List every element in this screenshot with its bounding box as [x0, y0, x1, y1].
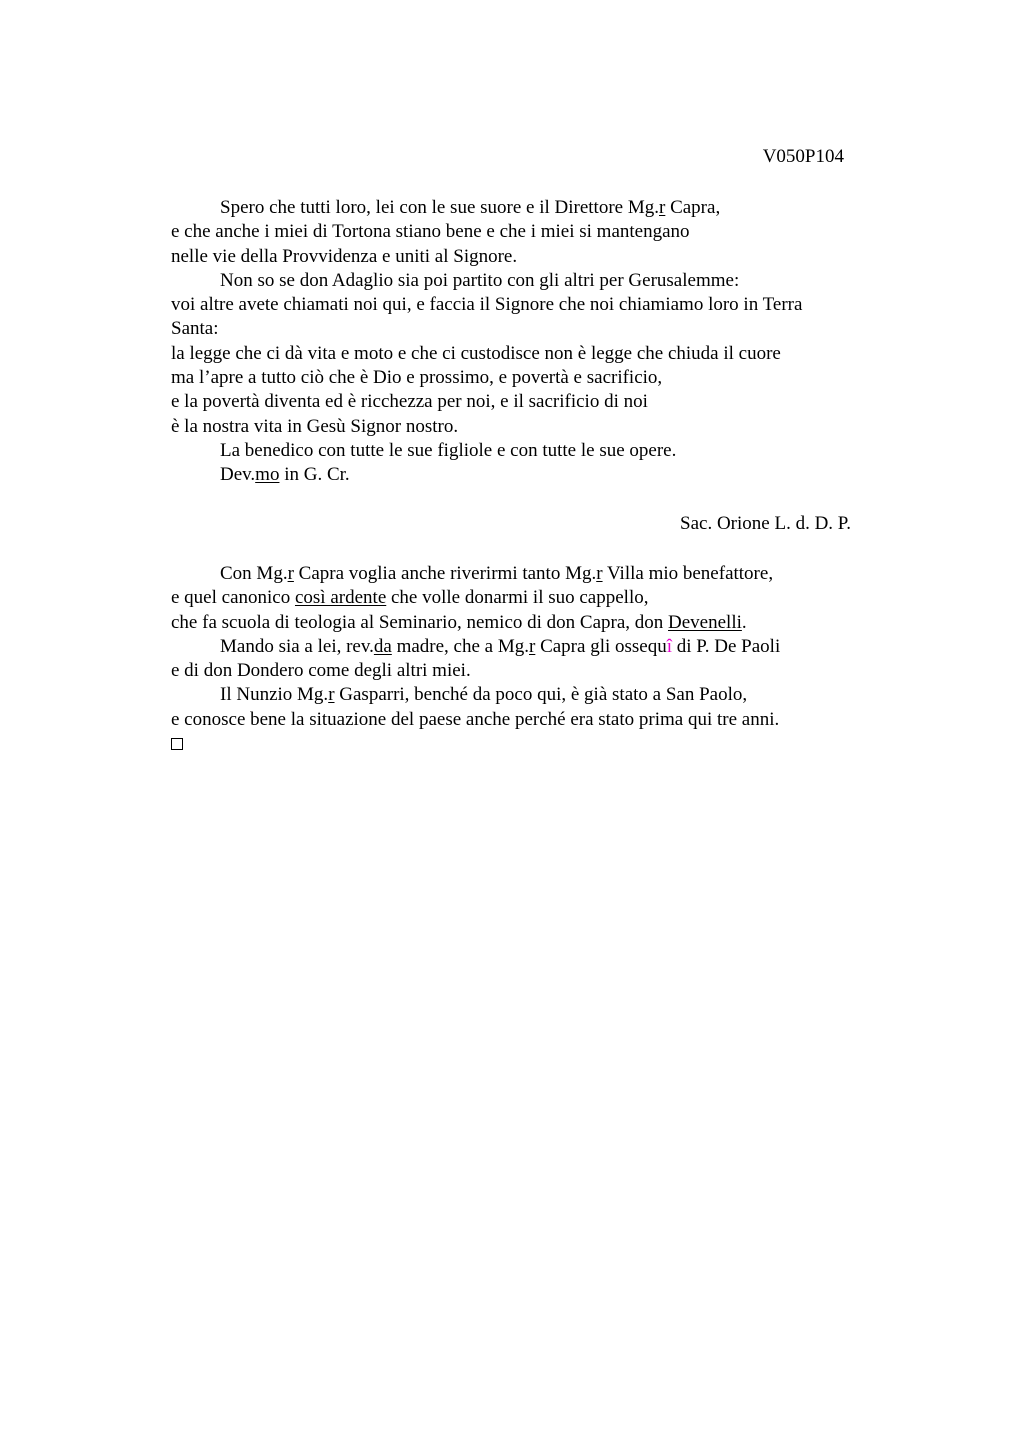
letter-line: è la nostra vita in Gesù Signor nostro.: [171, 415, 459, 437]
abbrev-superscript: mo: [255, 464, 280, 486]
letter-line: Spero che tutti loro, lei con le sue suore e il Direttore Mg.r Capra,: [220, 197, 721, 218]
abbrev-superscript: r: [287, 563, 294, 584]
page-code: V050P104: [762, 146, 844, 167]
signature: Sac. Orione L. d. D. P.: [680, 513, 851, 534]
abbrev-superscript: r: [529, 635, 536, 657]
letter-line: Non so se don Adaglio sia poi partito con gli altri per Gerusalemme:: [220, 269, 740, 291]
abbrev-superscript: da: [373, 635, 392, 657]
postscript: [171, 562, 871, 757]
postscript-line: e conosce bene la situazione del paese anche perché era stato prima qui tre anni.: [171, 708, 780, 730]
end-marker: [171, 732, 871, 757]
closing-line: Dev.mo in G. Cr.: [220, 464, 350, 486]
letter-body: [171, 196, 871, 488]
letter-line: e la povertà diventa ed è ricchezza per noi, e il sacrificio di noi: [171, 391, 648, 413]
postscript-line: Il Nunzio Mg.r Gasparri, benché da poco qui, è già stato a San Paolo,: [220, 684, 748, 706]
abbrev-superscript: r: [596, 563, 603, 584]
letter-line: ma l’apre a tutto ciò che è Dio e prossimo, e povertà e sacrificio,: [171, 367, 663, 389]
postscript-line: e di don Dondero come degli altri miei.: [171, 660, 471, 682]
abbrev-superscript: r: [659, 197, 666, 218]
underlined-text: Devenelli: [668, 611, 742, 633]
postscript-line: Mando sia a lei, rev.da madre, che a Mg.r Capra gli ossequî di P. De Paoli: [220, 635, 781, 657]
letter-line: La benedico con tutte le sue figliole e con tutte le sue opere.: [220, 439, 677, 461]
postscript-line: e quel canonico così ardente che volle donarmi il suo cappello,: [171, 587, 649, 609]
end-of-text-square-icon: [171, 738, 183, 750]
underlined-text: così ardente: [294, 587, 387, 609]
letter-line: Santa:: [171, 318, 219, 340]
abbrev-superscript: r: [328, 684, 335, 706]
highlighted-character: î: [666, 635, 673, 657]
postscript-line: che fa scuola di teologia al Seminario, nemico di don Capra, don Devenelli.: [171, 611, 747, 633]
letter-line: voi altre avete chiamati noi qui, e faccia il Signore che noi chiamiamo loro in Terra: [171, 294, 803, 316]
postscript-line: Con Mg.r Capra voglia anche riverirmi tanto Mg.r Villa mio benefattore,: [220, 563, 774, 584]
letter-line: la legge che ci dà vita e moto e che ci custodisce non è legge che chiuda il cuore: [171, 342, 781, 364]
letter-line: nelle vie della Provvidenza e uniti al Signore.: [171, 245, 518, 267]
letter-line: e che anche i miei di Tortona stiano bene e che i miei si mantengano: [171, 221, 690, 243]
